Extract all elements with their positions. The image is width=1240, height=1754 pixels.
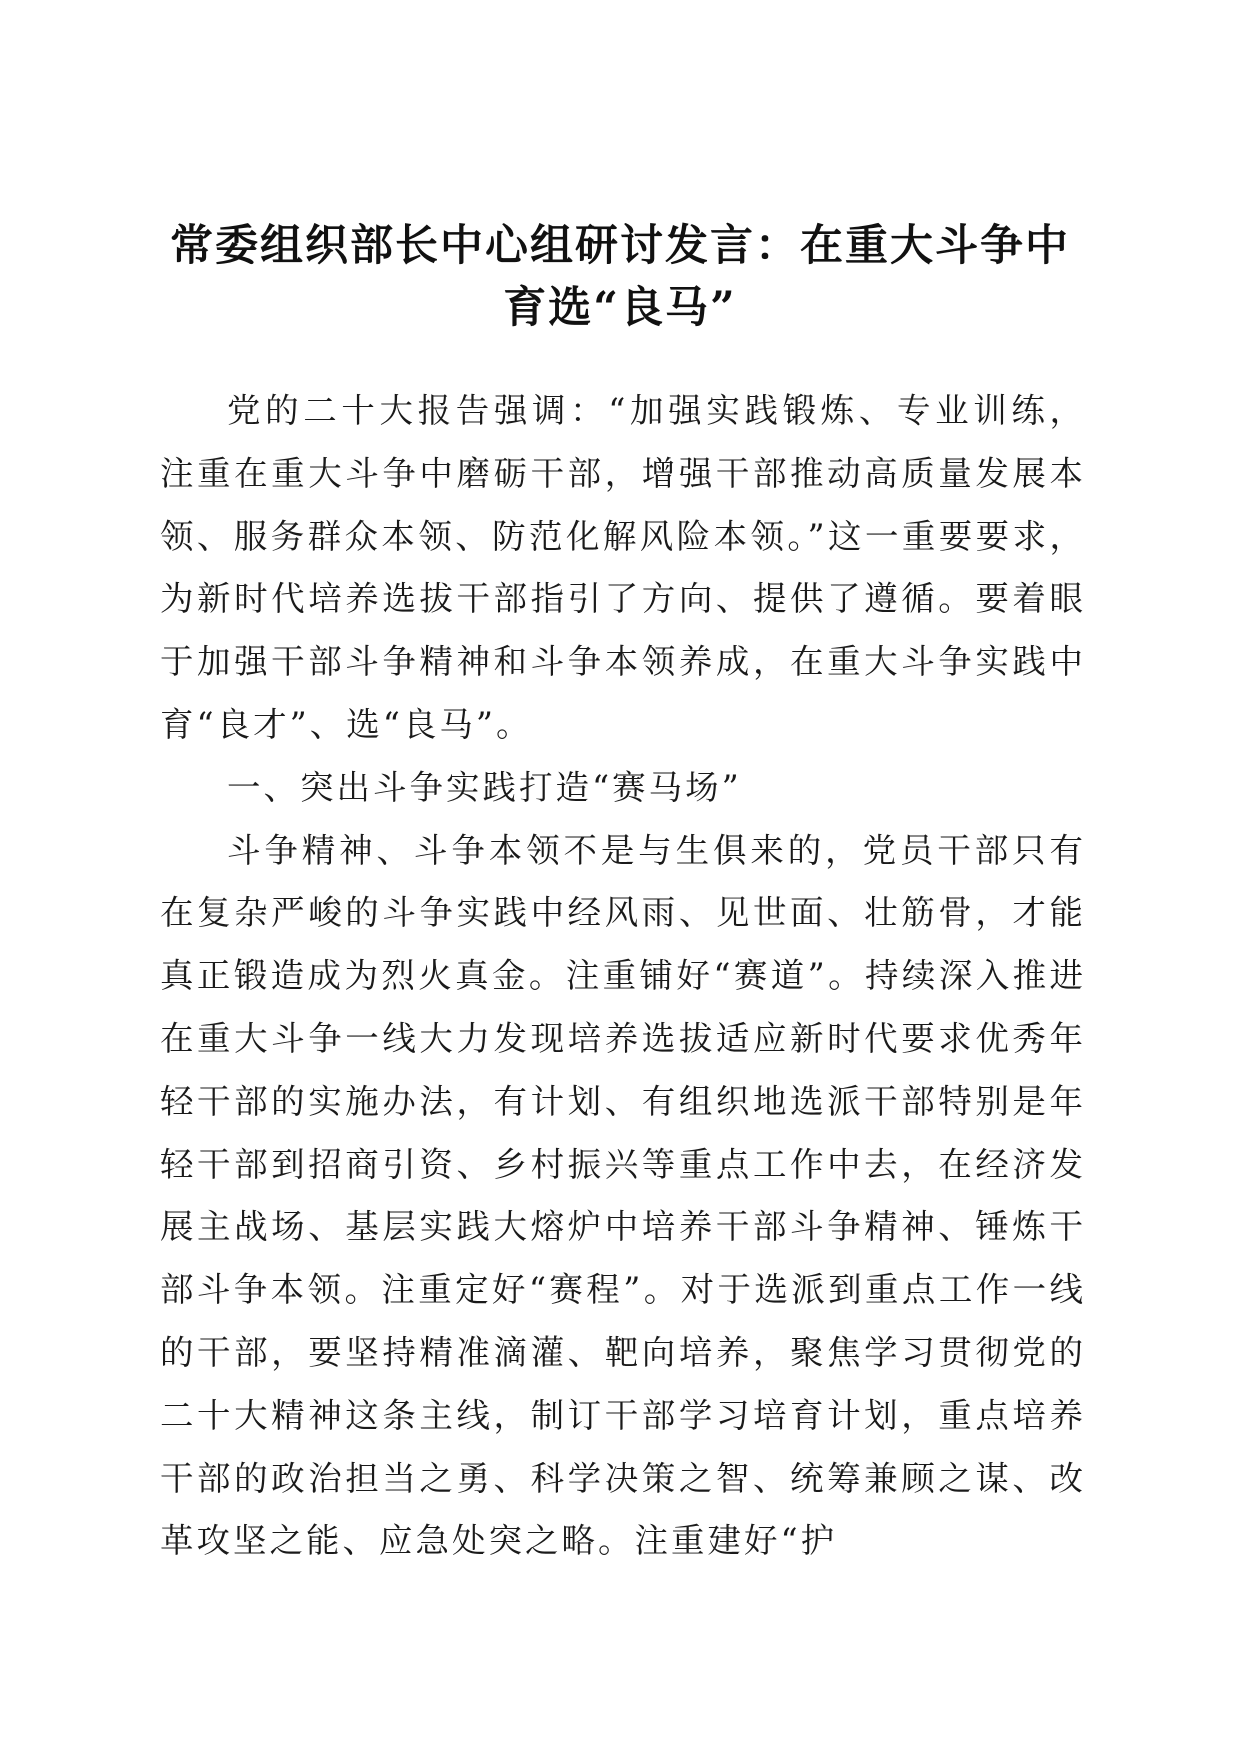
section-heading-1: 一、突出斗争实践打造“赛马场” — [227, 767, 742, 807]
document-title: 常委组织部长中心组研讨发言：在重大斗争中育选“良马” — [170, 221, 1070, 333]
document-body — [160, 380, 1086, 1573]
paragraph-section-1: 斗争精神、斗争本领不是与生俱来的，党员干部只有在复杂严峻的斗争实践中经风雨、见世面、壮筋骨，才能真正锻造成为烈火真金。注重铺好“赛道”。持续深入推进在重大斗争一线大力发现培养选拔适应新时代要求优秀年轻干部的实施办法，有计划、有组织地选派干部特别是年轻干部到招商引资、乡村振兴等重点工作中去，在经济发展主战场、基层实践大熔炉中培养干部斗争精神、锤炼干部斗争本领。注重定好“赛程”。对于选派到重点工作一线的干部，要坚持精准滴灌、靶向培养，聚焦学习贯彻党的二十大精神这条主线，制订干部学习培育计划，重点培养干部的政治担当之勇、科学决策之智、统筹兼顾之谋、改革攻坚之能、应急处突之略。注重建好“护 — [160, 830, 1086, 1561]
paragraph-intro: 党的二十大报告强调：“加强实践锻炼、专业训练，注重在重大斗争中磨砺干部，增强干部推动高质量发展本领、服务群众本领、防范化解风险本领。”这一重要要求，为新时代培养选拔干部指引了方向、提供了遵循。要着眼于加强干部斗争精神和斗争本领养成，在重大斗争实践中育“良才”、选“良马”。 — [160, 391, 1086, 744]
